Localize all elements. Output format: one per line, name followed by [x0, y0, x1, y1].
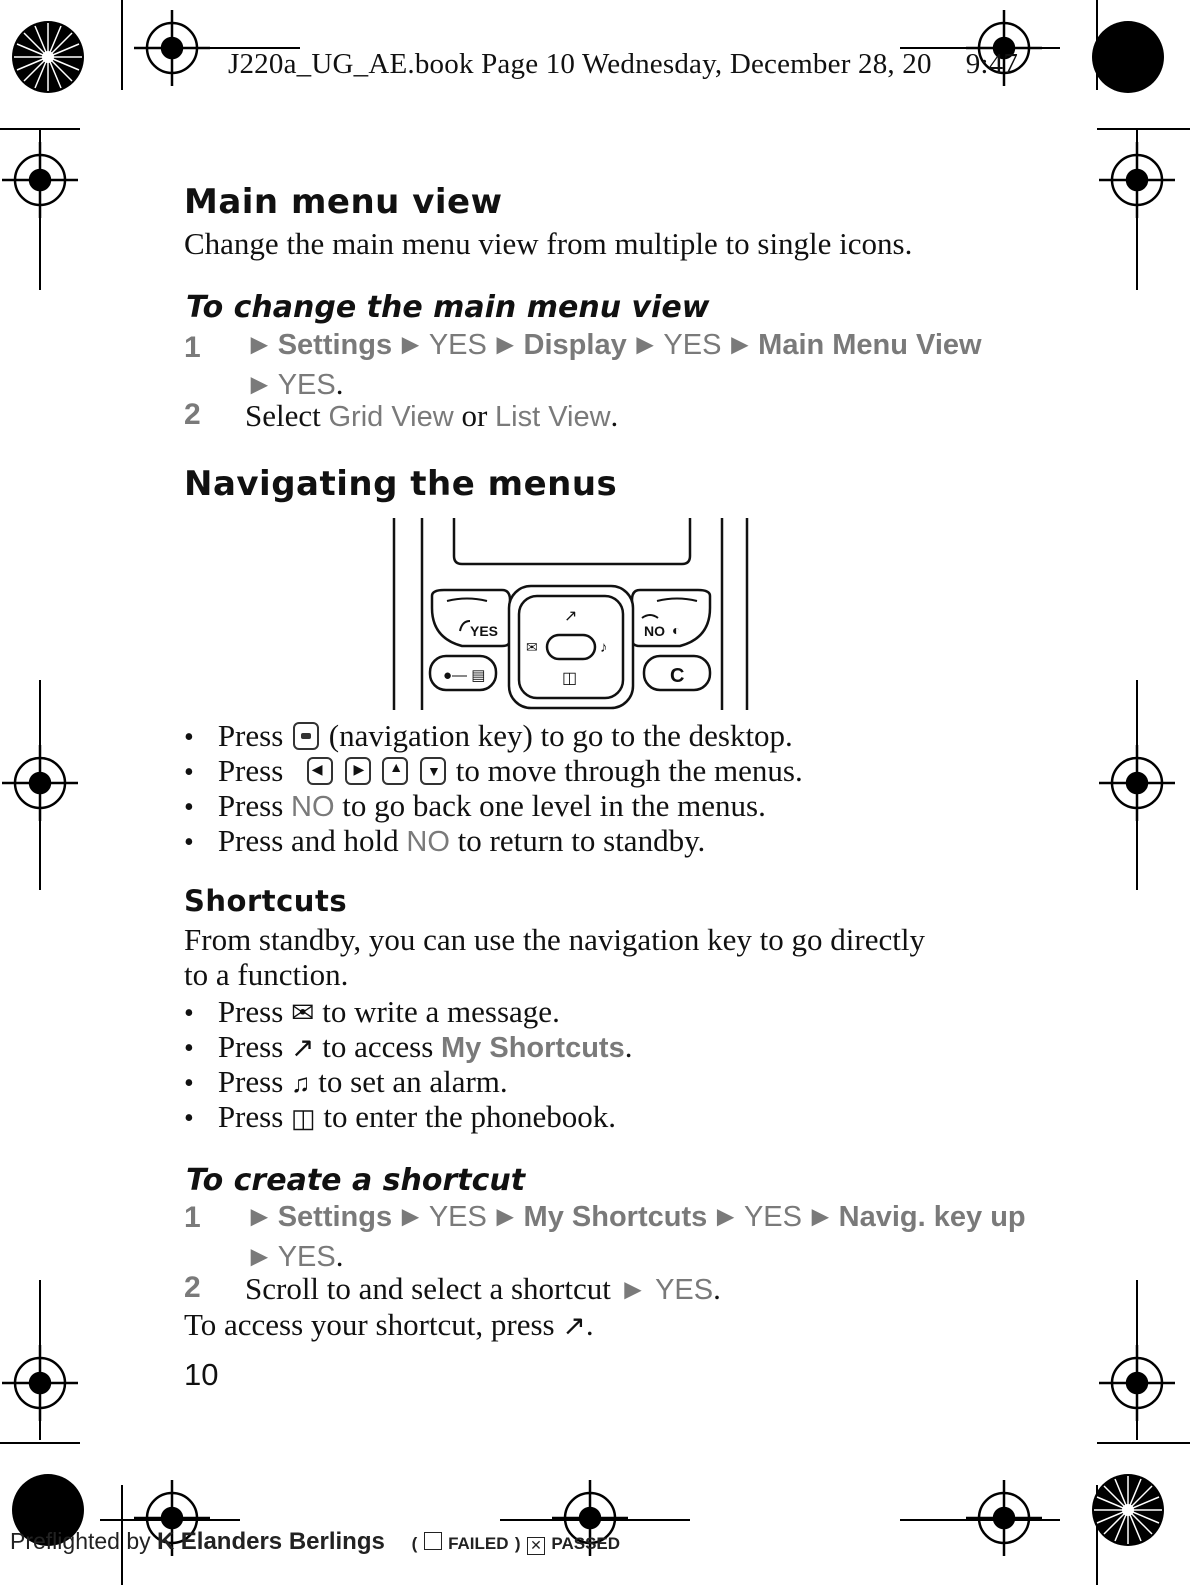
press-text: Press and hold — [217, 823, 399, 858]
menu-display: Display — [523, 329, 627, 361]
heading-navigating-menus: Navigating the menus — [184, 464, 618, 504]
arrow-right-icon: ► — [711, 1201, 740, 1233]
arrow-right-icon: ► — [618, 1274, 648, 1306]
yes-key: YES — [743, 1201, 802, 1233]
main-menu-description: Change the main menu view from multiple to single icons. — [184, 226, 913, 261]
preflighted-text: Preflighted by — [10, 1528, 151, 1554]
svg-text:↗: ↗ — [564, 608, 578, 625]
create-shortcut-step-1-path — [245, 1201, 1026, 1234]
subheading-change-view: To change the main menu view — [186, 290, 710, 325]
press-text: Press — [217, 788, 284, 823]
shortcut-bullet-text: to write a message. — [322, 994, 560, 1029]
nav-bullet-4: • Press and hold NO to return to standby. — [184, 823, 706, 858]
no-key: NO — [406, 826, 450, 858]
step-number: 1 — [184, 331, 201, 364]
press-text: Press — [217, 1029, 284, 1064]
shortcut-bullet-4: • Press ◫ to enter the phonebook. — [184, 1099, 617, 1134]
nav-right-key-icon: ▶ — [345, 757, 371, 785]
shortcut-bullet-3: • Press ♫ to set an alarm. — [184, 1064, 508, 1099]
press-text: Press — [217, 753, 284, 788]
brand-name: Elanders Berlings — [180, 1528, 385, 1555]
nav-bullet-text: (navigation key) to go to the desktop. — [328, 718, 793, 753]
create-shortcut-step-1 — [184, 1201, 201, 1235]
press-text: Press — [217, 994, 284, 1029]
phone-keypad-illustration — [392, 518, 752, 710]
navigation-center-key-icon — [293, 722, 319, 750]
yes-key: YES — [428, 1201, 487, 1233]
heading-shortcuts: Shortcuts — [184, 884, 348, 918]
svg-text:✉: ✉ — [526, 639, 538, 655]
step-number: 1 — [184, 1201, 201, 1234]
nav-bullet-1: • Press (navigation key) to go to the desktop. — [184, 718, 793, 753]
phonebook-icon: ◫ — [291, 1104, 316, 1133]
heading-main-menu-view: Main menu view — [184, 182, 503, 222]
option-grid-view: Grid View — [328, 401, 454, 433]
menu-my-shortcuts: My Shortcuts — [441, 1032, 625, 1064]
arrow-right-icon: ► — [396, 329, 425, 361]
change-view-step-2-text: Select Grid View or List View. — [245, 398, 619, 433]
access-text: To access your shortcut, press — [184, 1307, 555, 1342]
shortcut-arrow-icon: ↗ — [562, 1311, 586, 1342]
step-2-text: Scroll to and select a shortcut — [245, 1271, 611, 1306]
menu-settings: Settings — [277, 1201, 393, 1233]
yes-key: YES — [277, 369, 336, 401]
option-list-view: List View — [495, 401, 611, 433]
create-shortcut-step-1-cont: ► YES. — [245, 1238, 344, 1273]
menu-settings: Settings — [277, 329, 393, 361]
no-label: NO — [644, 623, 665, 639]
step-number: 2 — [184, 398, 201, 431]
arrow-right-icon: ► — [245, 1241, 274, 1273]
page-header — [228, 48, 1018, 81]
header-text: J220a_UG_AE.book Page 10 Wednesday, December 28, 20 — [228, 48, 932, 80]
nav-bullet-3: • Press NO to go back one level in the menus. — [184, 788, 766, 823]
yes-key: YES — [655, 1274, 714, 1306]
svg-text:♪: ♪ — [600, 639, 608, 656]
press-text: Press — [217, 1064, 284, 1099]
nav-left-key-icon: ◀ — [307, 757, 333, 785]
nav-bullet-text: to return to standby. — [457, 823, 706, 858]
nav-up-key-icon: ▲ — [382, 757, 408, 785]
arrow-right-icon: ► — [630, 329, 660, 361]
step-number: 2 — [184, 1271, 201, 1304]
change-view-step-1-cont: ► YES. — [245, 366, 344, 401]
arrow-right-icon: ► — [245, 329, 274, 361]
change-view-step-2 — [184, 398, 201, 432]
shortcut-bullet-2: • Press ↗ to access My Shortcuts. — [184, 1029, 633, 1064]
create-shortcut-step-2 — [184, 1271, 201, 1305]
svg-text:◐: ◐ — [672, 622, 681, 638]
nav-bullet-2: • Press ◀ ▶ ▲ ▼ to move through the menus. — [184, 753, 803, 788]
press-text: Press — [217, 1099, 284, 1134]
arrow-right-icon: ► — [490, 329, 520, 361]
yes-key: YES — [663, 329, 722, 361]
nav-bullet-text: to go back one level in the menus. — [342, 788, 766, 823]
shortcut-bullet-1: • Press ✉ to write a message. — [184, 994, 560, 1029]
shortcuts-desc-line-2: to a function. — [184, 957, 349, 992]
shortcuts-desc-line-1: From standby, you can use the navigation key to go directly — [184, 922, 925, 957]
yes-key: YES — [277, 1241, 336, 1273]
arrow-right-icon: ► — [396, 1201, 425, 1233]
failed-label: FAILED — [448, 1534, 509, 1553]
subheading-create-shortcut: To create a shortcut — [186, 1163, 526, 1198]
envelope-icon: ✉ — [291, 998, 315, 1029]
arrow-right-icon: ► — [805, 1201, 835, 1233]
shortcut-bullet-text: to access — [322, 1029, 434, 1064]
change-view-step-1-path — [245, 329, 982, 362]
menu-navig-key-up: Navig. key up — [838, 1201, 1026, 1233]
menu-my-shortcuts: My Shortcuts — [523, 1201, 708, 1233]
failed-checkbox — [424, 1532, 442, 1550]
elanders-logo-icon: K — [157, 1528, 175, 1555]
alarm-bell-icon: ♫ — [291, 1069, 311, 1098]
access-shortcut-text: To access your shortcut, press ↗. — [184, 1307, 594, 1342]
arrow-right-icon: ► — [490, 1201, 520, 1233]
preflight-footer: Preflighted by K Elanders Berlings ( FAILED ) ✕ PASSED — [10, 1528, 621, 1555]
shortcut-arrow-icon: ↗ — [291, 1033, 315, 1064]
nav-down-key-icon: ▼ — [420, 757, 446, 785]
passed-label: PASSED — [551, 1534, 621, 1553]
create-shortcut-step-2-text: Scroll to and select a shortcut ► YES. — [245, 1271, 721, 1306]
c-label: C — [670, 665, 685, 687]
page-number: 10 — [184, 1357, 219, 1392]
yes-label: YES — [470, 623, 499, 639]
svg-text:◫: ◫ — [562, 670, 578, 687]
nav-bullet-text: to move through the menus. — [455, 753, 803, 788]
or-text: or — [461, 398, 488, 433]
svg-text:●— ▤: ●— ▤ — [443, 667, 486, 684]
arrow-right-icon: ► — [245, 1201, 274, 1233]
select-text: Select — [245, 398, 321, 433]
header-time: 9:47 — [965, 48, 1019, 80]
shortcut-bullet-text: to set an alarm. — [318, 1064, 508, 1099]
change-view-step-1 — [184, 329, 201, 365]
press-text: Press — [217, 718, 284, 753]
no-key: NO — [291, 791, 335, 823]
yes-key: YES — [428, 329, 487, 361]
shortcut-bullet-text: to enter the phonebook. — [323, 1099, 617, 1134]
arrow-right-icon: ► — [725, 329, 755, 361]
passed-checkbox: ✕ — [527, 1537, 545, 1555]
arrow-right-icon: ► — [245, 369, 274, 401]
menu-main-menu-view: Main Menu View — [758, 329, 982, 361]
